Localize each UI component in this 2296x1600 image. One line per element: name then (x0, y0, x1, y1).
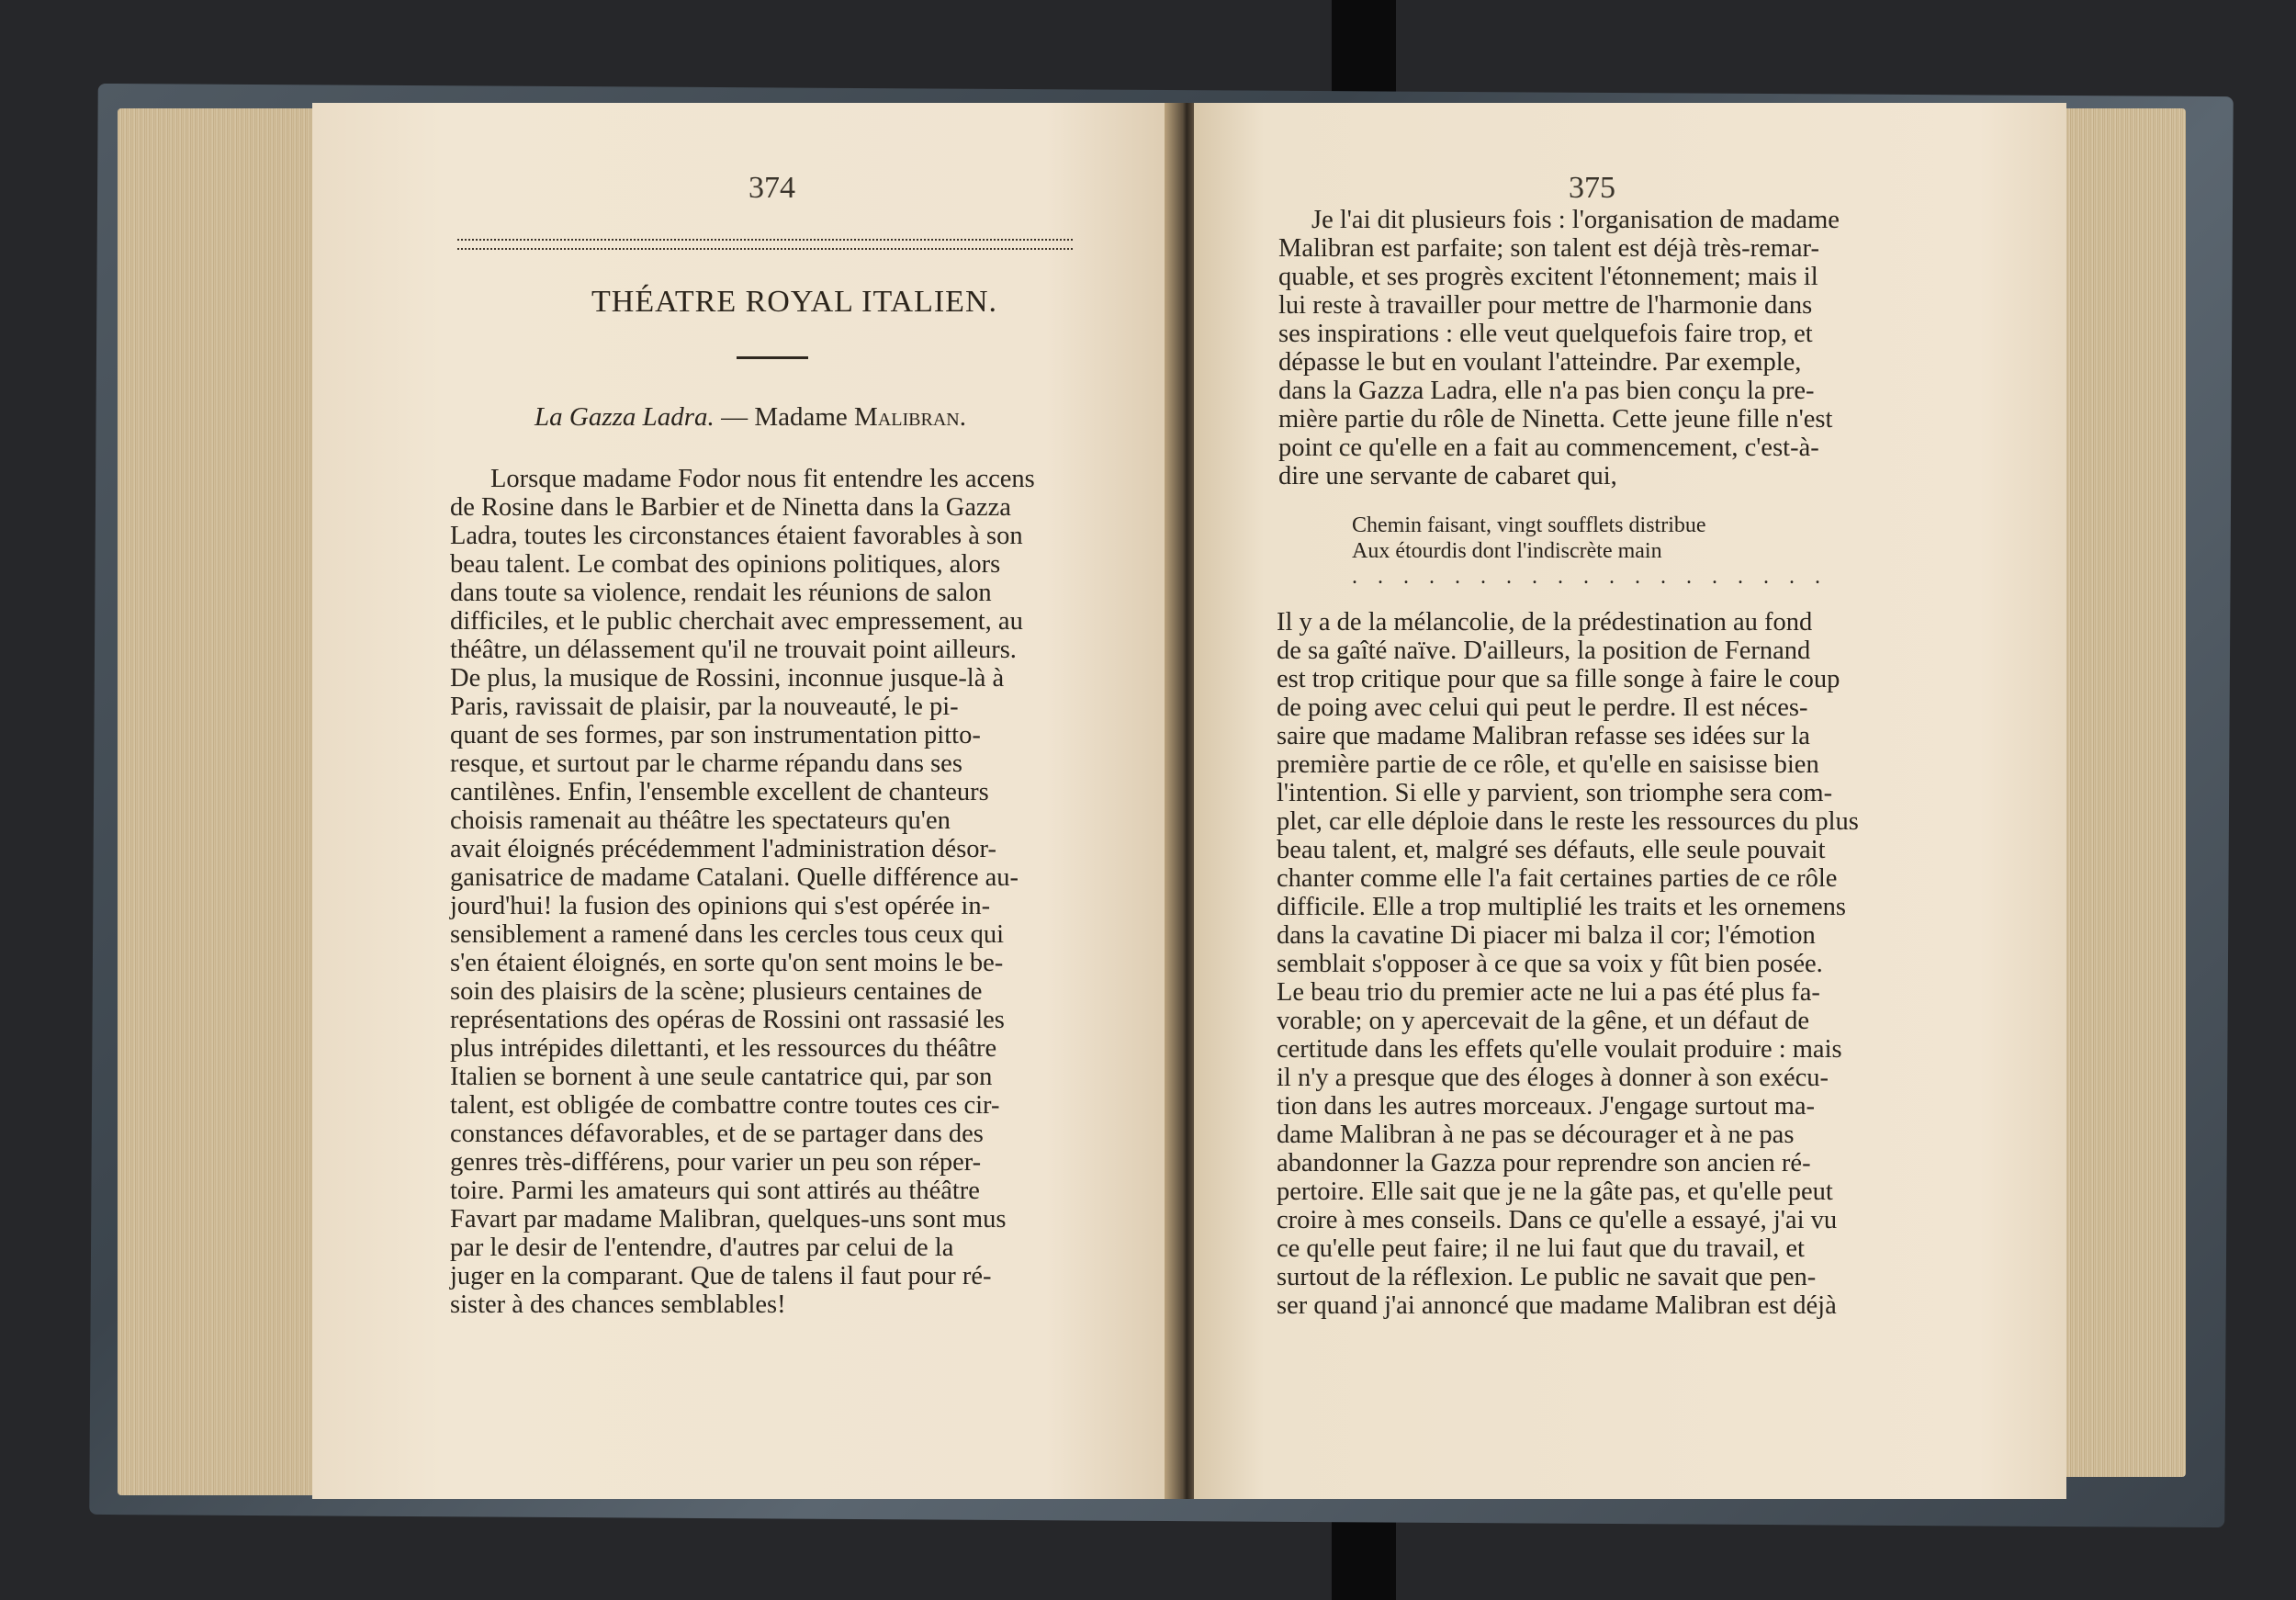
text-line: ganisatrice de madame Catalani. Quelle différence au- (450, 863, 1019, 892)
text-line: lui reste à travailler pour mettre de l'harmonie dans (1278, 291, 1813, 320)
left-page (312, 103, 1176, 1499)
text-line: dans la Gazza Ladra, elle n'a pas bien conçu la pre- (1278, 377, 1815, 405)
text-line: semblait s'opposer à ce que sa voix y fût bien posée. (1277, 950, 1823, 978)
text-line: plet, car elle déploie dans le reste les ressources du plus (1277, 807, 1859, 836)
verse-line: Chemin faisant, vingt soufflets distribue (1352, 513, 1706, 537)
text-line: plus intrépides dilettanti, et les ressources du théâtre (450, 1034, 997, 1063)
article-subtitle (535, 402, 966, 433)
text-line: croire à mes conseils. Dans ce qu'elle a essayé, j'ai vu (1277, 1206, 1838, 1234)
text-line: beau talent, et, malgré ses défauts, elle seule pouvait (1277, 836, 1826, 864)
text-line: Italien se bornent à une seule cantatrice qui, par son (450, 1063, 993, 1091)
page-number: 374 (748, 171, 795, 205)
text-line: Ladra, toutes les circonstances étaient favorables à son (450, 522, 1023, 550)
page-number: 375 (1569, 171, 1615, 205)
text-line: jourd'hui! la fusion des opinions qui s'est opérée in- (450, 892, 991, 920)
text-line: de poing avec celui qui peut le perdre. Il est néces- (1277, 693, 1808, 722)
text-line: mière partie du rôle de Ninetta. Cette jeune fille n'est (1278, 405, 1833, 434)
text-line: soin des plaisirs de la scène; plusieurs centaines de (450, 977, 983, 1006)
text-line: chanter comme elle l'a fait certaines parties de ce rôle (1277, 864, 1838, 893)
text-line: l'intention. Si elle y parvient, son triomphe sera com- (1277, 779, 1833, 807)
text-line: ses inspirations : elle veut quelquefois faire trop, et (1278, 320, 1813, 348)
text-line: Paris, ravissait de plaisir, par la nouveauté, le pi- (450, 693, 959, 721)
text-line: certitude dans les effets qu'elle voulait produire : mais (1277, 1035, 1842, 1064)
text-line: sensiblement a ramené dans les cercles tous ceux qui (450, 920, 1005, 949)
text-line: dans toute sa violence, rendait les réunions de salon (450, 579, 992, 607)
verse-ellipsis: . . . . . . . . . . . . . . . . . . . (1352, 565, 1828, 589)
text-line: resque, et surtout par le charme répandu dans ses (450, 749, 962, 778)
text-line: Il y a de la mélancolie, de la prédestination au fond (1277, 608, 1813, 637)
text-line: Le beau trio du premier acte ne lui a pas été plus fa- (1277, 978, 1820, 1007)
text-line: dans la cavatine Di piacer mi balza il cor; l'émotion (1277, 921, 1816, 950)
verse-line: Aux étourdis dont l'indiscrète main (1352, 539, 1662, 563)
text-line: Favart par madame Malibran, quelques-uns sont mus (450, 1205, 1007, 1234)
singer-name: Malibran. (854, 402, 966, 432)
text-line: quable, et ses progrès excitent l'étonnement; mais il (1278, 263, 1818, 291)
text-line: surtout de la réflexion. Le public ne savait que pen- (1277, 1263, 1817, 1291)
text-line: dire une servante de cabaret qui, (1278, 462, 1617, 490)
text-line: difficile. Elle a trop multiplié les traits et les ornemens (1277, 893, 1846, 921)
text-line: genres très-différens, pour varier un peu son réper- (450, 1148, 982, 1177)
text-line: tion dans les autres morceaux. J'engage surtout ma- (1277, 1092, 1816, 1121)
text-line: s'en étaient éloignés, en sorte qu'on sent moins le be- (450, 949, 1004, 977)
text-line: de Rosine dans le Barbier et de Ninetta dans la Gazza (450, 493, 1011, 522)
text-line: juger en la comparant. Que de talens il faut pour ré- (450, 1262, 992, 1290)
text-line: dépasse le but en voulant l'atteindre. Par exemple, (1278, 348, 1802, 377)
right-body-text-bottom (1277, 608, 1859, 1320)
text-line: représentations des opéras de Rossini ont rassasié les (450, 1006, 1005, 1034)
text-line: dame Malibran à ne pas se décourager et à ne pas (1277, 1121, 1795, 1149)
text-line: il n'y a presque que des éloges à donner à son exécu- (1277, 1064, 1829, 1092)
text-line: beau talent. Le combat des opinions politiques, alors (450, 550, 1001, 579)
left-page-edges (118, 108, 320, 1495)
text-line: Malibran est parfaite; son talent est déjà très-remar- (1278, 234, 1819, 263)
text-line: De plus, la musique de Rossini, inconnue jusque-là à (450, 664, 1005, 693)
text-line: pertoire. Elle sait que je ne la gâte pas, et qu'elle peut (1277, 1177, 1833, 1206)
text-line: vorable; on y apercevait de la gêne, et un défaut de (1277, 1007, 1810, 1035)
left-body-text (450, 465, 1035, 1319)
text-line: cantilènes. Enfin, l'ensemble excellent de chanteurs (450, 778, 989, 806)
text-line: est trop critique pour que sa fille songe à faire le coup (1277, 665, 1840, 693)
text-line: ser quand j'ai annoncé que madame Malibran est déjà (1277, 1291, 1837, 1320)
subtitle-separator: — Madame (714, 402, 855, 432)
text-line: Lorsque madame Fodor nous fit entendre les accens (490, 465, 1035, 493)
ornamental-rule (457, 239, 1073, 250)
opera-title: La Gazza Ladra. (535, 402, 715, 432)
text-line: avait éloignés précédemment l'administration désor- (450, 835, 996, 863)
text-line: sister à des chances semblables! (450, 1290, 786, 1319)
text-line: constances défavorables, et de se partager dans des (450, 1120, 984, 1148)
text-line: abandonner la Gazza pour reprendre son ancien ré- (1277, 1149, 1811, 1177)
right-body-text-top (1278, 206, 1840, 490)
heading-divider (737, 356, 808, 359)
text-line: Je l'ai dit plusieurs fois : l'organisation de madame (1311, 206, 1840, 234)
text-line: choisis ramenait au théâtre les spectateurs qu'en (450, 806, 951, 835)
text-line: ce qu'elle peut faire; il ne lui faut que du travail, et (1277, 1234, 1805, 1263)
text-line: toire. Parmi les amateurs qui sont attirés au théâtre (450, 1177, 980, 1205)
verse-quote (1352, 513, 1828, 590)
text-line: difficiles, et le public cherchait avec empressement, au (450, 607, 1023, 636)
text-line: par le desir de l'entendre, d'autres par celui de la (450, 1234, 954, 1262)
text-line: première partie de ce rôle, et qu'elle en saisisse bien (1277, 750, 1819, 779)
text-line: théâtre, un délassement qu'il ne trouvait point ailleurs. (450, 636, 1017, 664)
text-line: point ce qu'elle en a fait au commencement, c'est-à- (1278, 434, 1819, 462)
right-page (1194, 103, 2066, 1499)
text-line: de sa gaîté naïve. D'ailleurs, la position de Fernand (1277, 637, 1811, 665)
text-line: talent, est obligée de combattre contre toutes ces cir- (450, 1091, 1000, 1120)
text-line: saire que madame Malibran refasse ses idées sur la (1277, 722, 1810, 750)
section-heading: THÉATRE ROYAL ITALIEN. (591, 285, 998, 319)
text-line: quant de ses formes, par son instrumentation pitto- (450, 721, 981, 749)
